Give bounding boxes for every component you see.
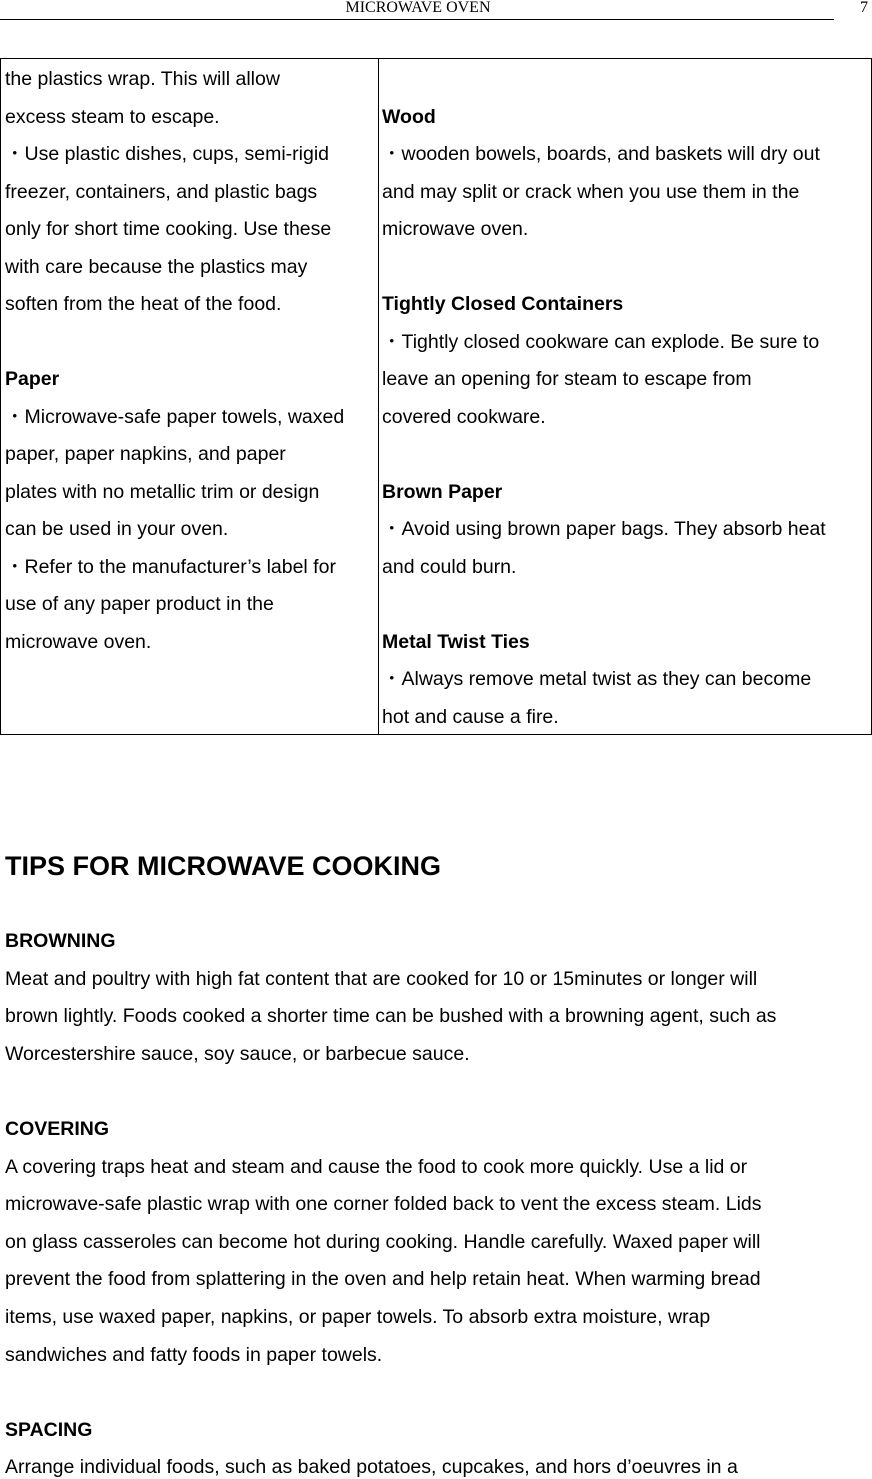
- tips-body: [5, 923, 870, 1479]
- tips-line: A covering traps heat and steam and cause the food to cook more quickly. Use a lid or: [5, 1155, 748, 1178]
- materials-right-line: and may split or crack when you use them in the: [382, 180, 800, 203]
- materials-left-column: [1, 59, 379, 734]
- materials-right-column: [379, 59, 871, 734]
- tips-line: [5, 1374, 870, 1412]
- materials-right-subheading: Metal Twist Ties: [382, 630, 530, 653]
- materials-left-line: paper, paper napkins, and paper: [5, 443, 286, 465]
- page-number: 7: [860, 0, 868, 16]
- materials-right-line: [382, 249, 871, 287]
- materials-left-line: microwave oven.: [5, 630, 152, 653]
- header-rule: [0, 19, 834, 20]
- materials-right-line: leave an opening for steam to escape from: [382, 368, 752, 390]
- materials-left-line: ・Microwave-safe paper towels, waxed: [5, 405, 345, 428]
- materials-left-line: [5, 324, 378, 362]
- tips-line: sandwiches and fatty foods in paper towels.: [5, 1343, 383, 1366]
- materials-right-line: [382, 586, 871, 624]
- tips-line: prevent the food from splattering in the oven and help retain heat. When warming bread: [5, 1268, 761, 1291]
- materials-left-line: can be used in your oven.: [5, 518, 229, 540]
- materials-left-line: freezer, containers, and plastic bags: [5, 180, 318, 203]
- tips-heading: TIPS FOR MICROWAVE COOKING: [5, 851, 442, 881]
- materials-left-line: excess steam to escape.: [5, 105, 220, 128]
- materials-right-line: [382, 61, 871, 99]
- materials-right-line: microwave oven.: [382, 218, 529, 240]
- tips-line: on glass casseroles can become hot during cooking. Handle carefully. Waxed paper will: [5, 1230, 761, 1253]
- tips-section: [5, 846, 870, 1479]
- materials-right-line: and could burn.: [382, 555, 517, 578]
- materials-right-line: [382, 436, 871, 474]
- running-header-title: MICROWAVE OVEN: [345, 0, 491, 16]
- materials-right-subheading: Brown Paper: [382, 480, 503, 503]
- tips-line: brown lightly. Foods cooked a shorter time can be bushed with a browning agent, such as: [5, 1005, 777, 1028]
- tips-line: items, use waxed paper, napkins, or paper towels. To absorb extra moisture, wrap: [5, 1305, 711, 1328]
- materials-right-line: covered cookware.: [382, 405, 546, 428]
- materials-right-subheading: Wood: [382, 105, 436, 128]
- materials-left-line: ・Refer to the manufacturer’s label for: [5, 555, 336, 578]
- materials-right-line: ・Avoid using brown paper bags. They absorb heat: [382, 518, 826, 540]
- materials-right-line: ・Always remove metal twist as they can become: [382, 668, 812, 690]
- materials-left-line: with care because the plastics may: [5, 255, 308, 278]
- tips-subheading: COVERING: [5, 1117, 110, 1140]
- tips-line: microwave-safe plastic wrap with one corner folded back to vent the excess steam. Lids: [5, 1193, 762, 1216]
- tips-line: [5, 1073, 870, 1111]
- materials-left-line: the plastics wrap. This will allow: [5, 68, 280, 90]
- materials-right-subheading: Tightly Closed Containers: [382, 293, 624, 315]
- materials-right-line: ・Tightly closed cookware can explode. Be sure to: [382, 330, 820, 353]
- materials-right-line: ・wooden bowels, boards, and baskets will dry out: [382, 143, 820, 165]
- tips-line: Worcestershire sauce, soy sauce, or barbecue sauce.: [5, 1042, 470, 1065]
- tips-subheading: SPACING: [5, 1418, 93, 1441]
- materials-left-subheading: Paper: [5, 368, 60, 390]
- materials-right-line: hot and cause a fire.: [382, 705, 559, 728]
- materials-left-line: only for short time cooking. Use these: [5, 218, 332, 240]
- materials-left-line: ・Use plastic dishes, cups, semi-rigid: [5, 143, 330, 165]
- running-header: [0, 0, 872, 22]
- materials-table: [0, 58, 872, 735]
- materials-left-line: use of any paper product in the: [5, 593, 274, 615]
- materials-left-line: plates with no metallic trim or design: [5, 480, 320, 503]
- tips-line: Meat and poultry with high fat content that are cooked for 10 or 15minutes or longer will: [5, 967, 758, 990]
- tips-line: Arrange individual foods, such as baked potatoes, cupcakes, and hors d’oeuvres in a: [5, 1456, 738, 1479]
- tips-subheading: BROWNING: [5, 930, 116, 952]
- materials-left-line: soften from the heat of the food.: [5, 293, 282, 315]
